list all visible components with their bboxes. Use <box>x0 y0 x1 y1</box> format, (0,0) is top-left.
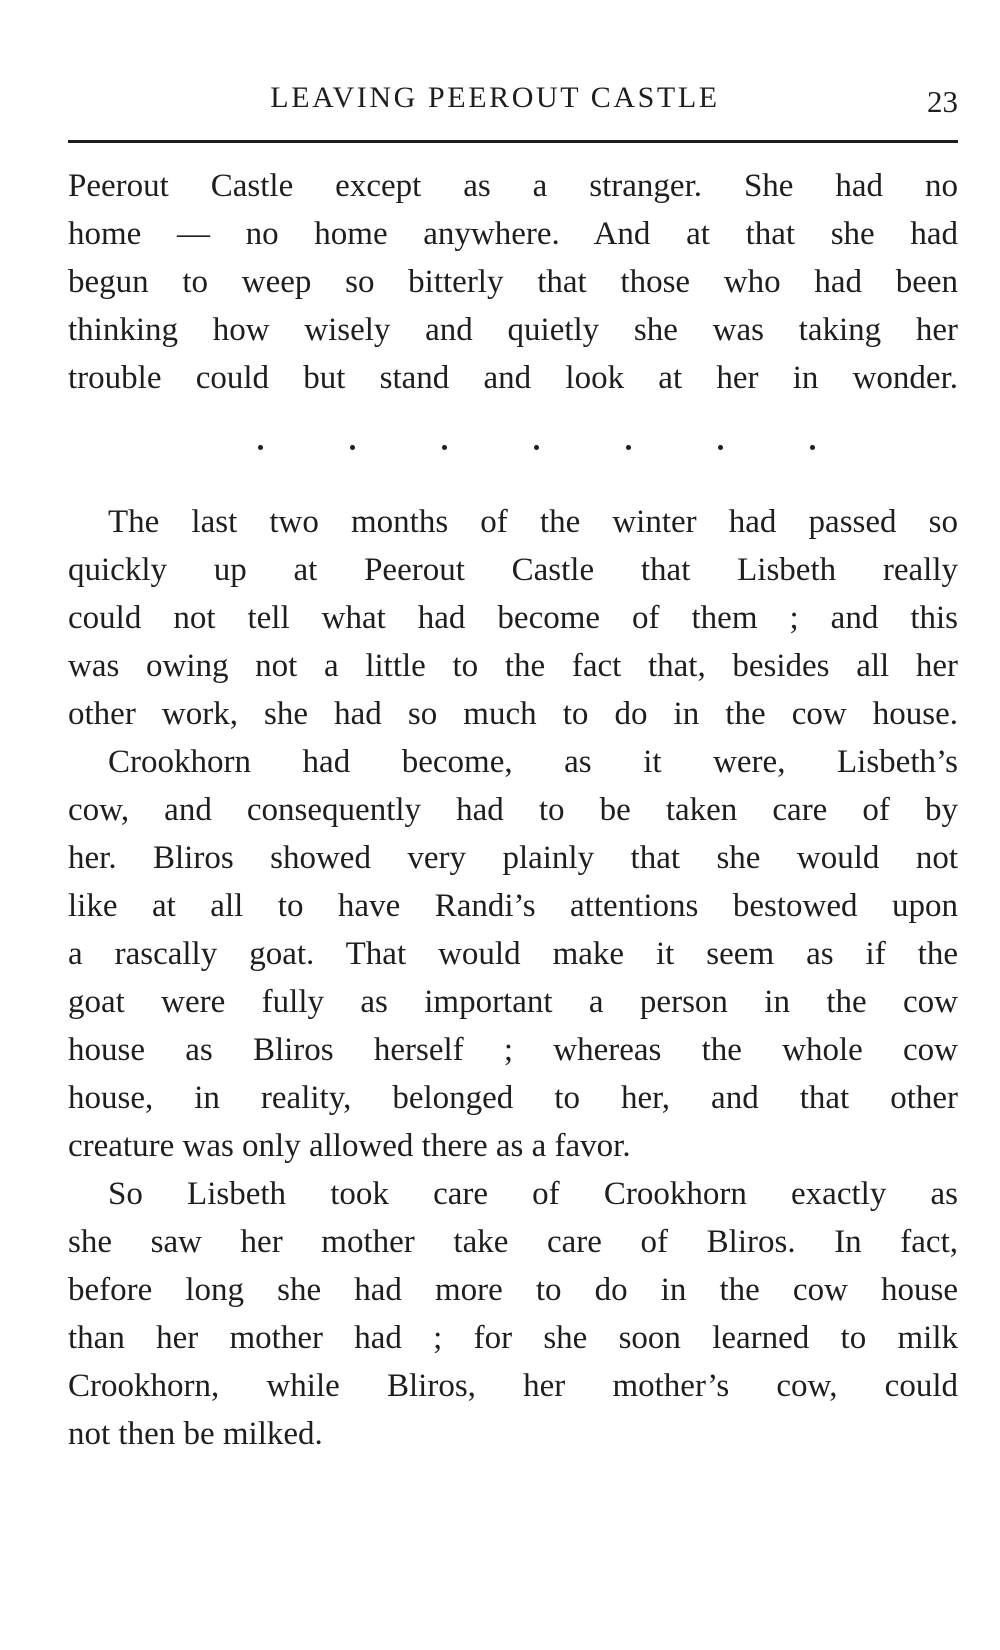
separator-dot <box>626 445 631 450</box>
paragraph-continuation <box>68 162 958 402</box>
text-line: not then be milked. <box>68 1416 323 1452</box>
page-number: 23 <box>927 84 958 119</box>
running-title: LEAVING PEEROUT CASTLE <box>270 81 720 114</box>
text-line: Peerout Castle except as a stranger. She had no <box>68 168 958 204</box>
text-line: Crookhorn had become, as it were, Lisbeth’s <box>108 744 958 780</box>
paragraph <box>68 738 958 1170</box>
paragraph <box>68 498 958 738</box>
header-rule <box>68 140 958 143</box>
text-line: trouble could but stand and look at her in wonder. <box>68 360 958 396</box>
text-line: could not tell what had become of them ; and this <box>68 600 958 636</box>
section-break <box>68 432 958 462</box>
text-line: a rascally goat. That would make it seem as if the <box>68 936 958 972</box>
text-line: So Lisbeth took care of Crookhorn exactly as <box>108 1176 958 1212</box>
text-line: than her mother had ; for she soon learned to milk <box>68 1320 958 1356</box>
text-line: The last two months of the winter had passed so <box>108 504 958 540</box>
text-line: quickly up at Peerout Castle that Lisbeth really <box>68 552 958 588</box>
separator-dot <box>718 445 723 450</box>
separator-dot <box>442 445 447 450</box>
text-line: cow, and consequently had to be taken care of by <box>68 792 958 828</box>
text-line: like at all to have Randi’s attentions bestowed upon <box>68 888 958 924</box>
text-line: house as Bliros herself ; whereas the whole cow <box>68 1032 958 1068</box>
text-line: she saw her mother take care of Bliros. In fact, <box>68 1224 958 1260</box>
separator-dot <box>534 445 539 450</box>
text-line: her. Bliros showed very plainly that she would not <box>68 840 958 876</box>
text-line: before long she had more to do in the cow house <box>68 1272 958 1308</box>
main-text <box>68 498 958 1458</box>
text-line: other work, she had so much to do in the cow house. <box>68 696 958 732</box>
running-head <box>68 76 958 120</box>
text-line: home — no home anywhere. And at that she had <box>68 216 958 252</box>
text-line: thinking how wisely and quietly she was taking her <box>68 312 958 348</box>
text-line: was owing not a little to the fact that, besides all her <box>68 648 958 684</box>
separator-dot <box>350 445 355 450</box>
separator-dot <box>258 445 263 450</box>
text-line: goat were fully as important a person in the cow <box>68 984 958 1020</box>
text-line: Crookhorn, while Bliros, her mother’s cow, could <box>68 1368 958 1404</box>
separator-dot <box>810 445 815 450</box>
text-line: creature was only allowed there as a favor. <box>68 1128 631 1164</box>
text-line: begun to weep so bitterly that those who had been <box>68 264 958 300</box>
text-line: house, in reality, belonged to her, and that other <box>68 1080 958 1116</box>
paragraph <box>68 1170 958 1458</box>
